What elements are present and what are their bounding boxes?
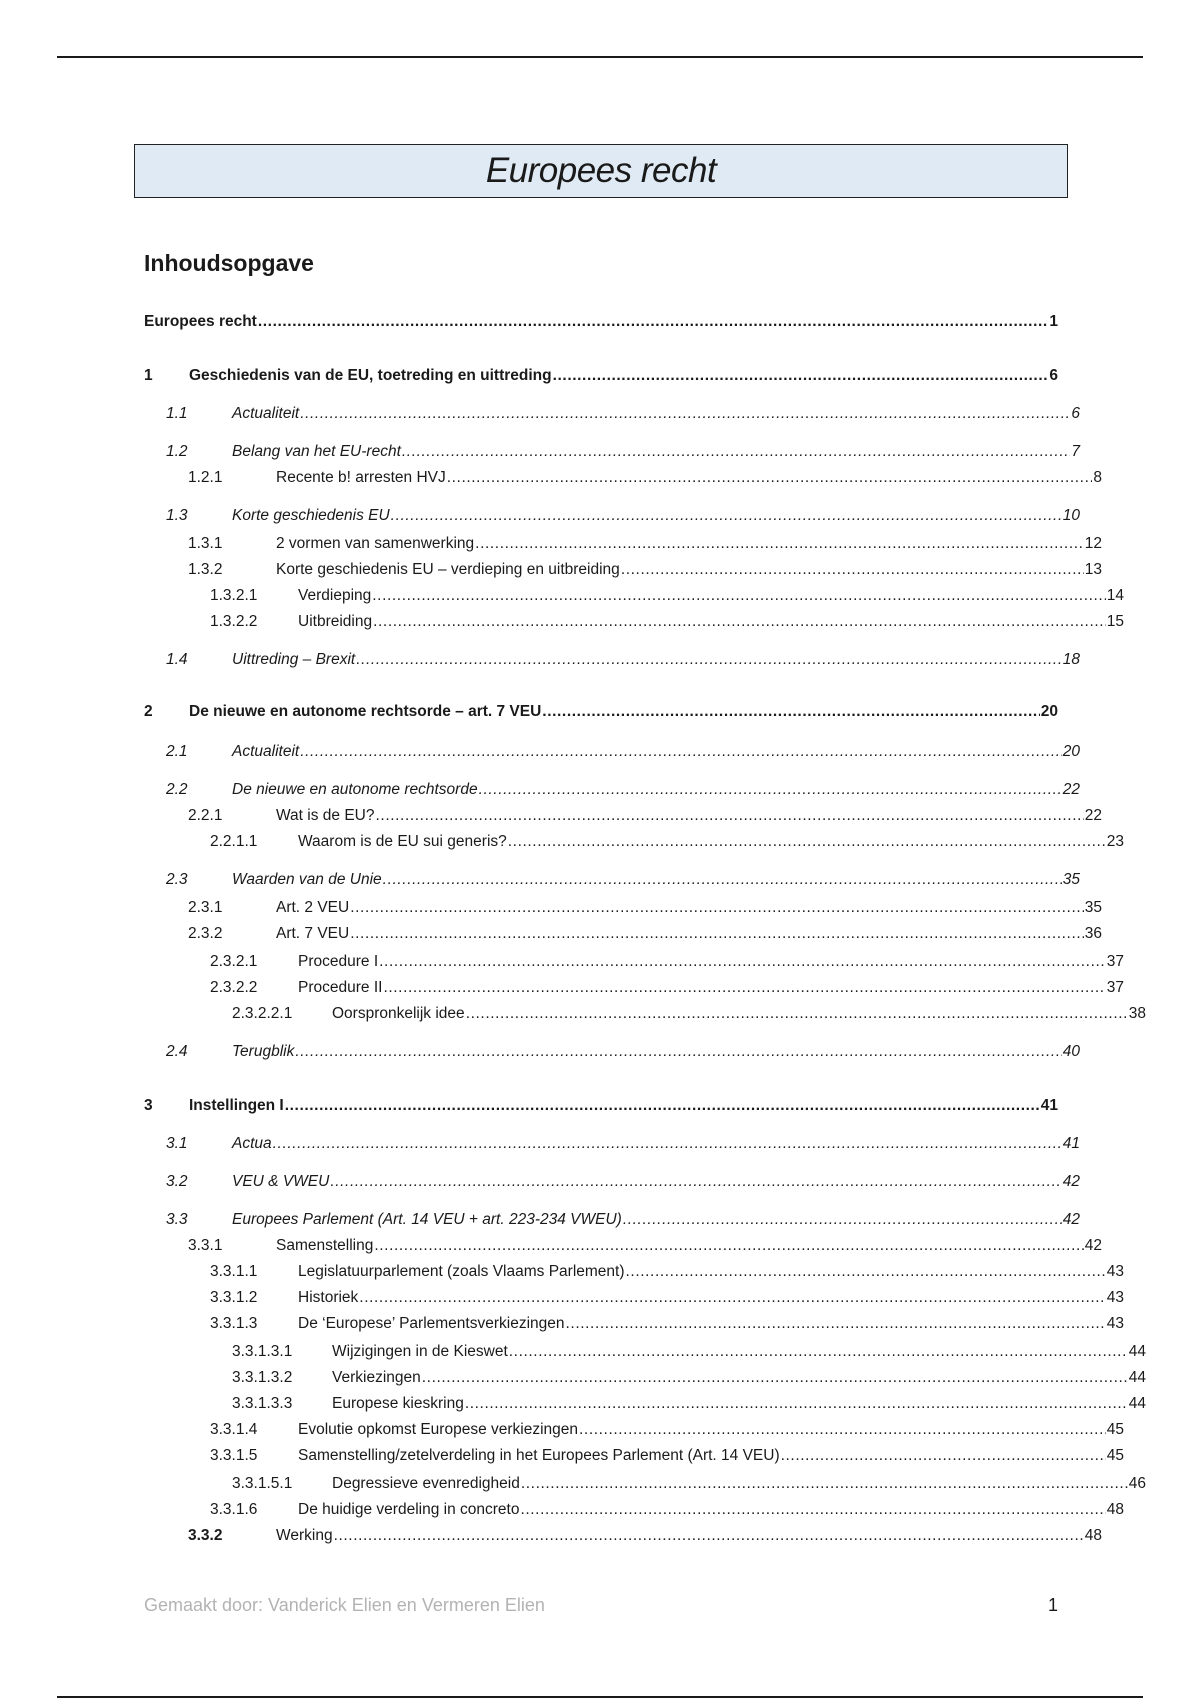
toc-entry-number: 2.4 (166, 1043, 188, 1060)
toc-entry-number: 2.1 (166, 743, 188, 760)
toc-leader-dots (621, 558, 1084, 582)
toc-leader-dots (391, 504, 1062, 528)
toc-entry-title: Europees recht (144, 313, 257, 330)
toc-entry-title: De nieuwe en autonome rechtsorde – art. 7 VEU (189, 703, 542, 720)
toc-entry-title: Geschiedenis van de EU, toetreding en uittreding (189, 367, 552, 384)
toc-entry-number: 3.3.1.4 (210, 1421, 258, 1438)
toc-entry[interactable] (144, 778, 1080, 802)
toc-entry[interactable] (144, 1472, 1146, 1496)
toc-entry-page: 15 (1106, 613, 1124, 630)
toc-entry-title: Degressieve evenredigheid (332, 1475, 520, 1492)
footer-page-number: 1 (1047, 1595, 1058, 1615)
toc-entry-page: 7 (1071, 443, 1080, 460)
document-title-box (134, 144, 1068, 198)
toc-leader-dots (466, 1002, 1128, 1026)
toc-leader-dots (356, 648, 1062, 672)
toc-leader-dots (334, 1524, 1084, 1548)
toc-entry[interactable] (144, 610, 1124, 634)
bottom-rule (57, 1696, 1143, 1698)
toc-entry-page: 45 (1106, 1447, 1124, 1464)
toc-leader-dots (623, 1208, 1062, 1232)
toc-entry-number: 1.4 (166, 651, 188, 668)
toc-entry[interactable] (144, 648, 1080, 672)
toc-leader-dots (781, 1444, 1106, 1468)
toc-entry-title: De huidige verdeling in concreto (298, 1501, 520, 1518)
toc-entry[interactable] (144, 1286, 1124, 1310)
toc-entry[interactable] (144, 310, 1058, 334)
toc-entry-title: De nieuwe en autonome rechtsorde (232, 781, 478, 798)
toc-entry[interactable] (144, 364, 1058, 388)
toc-entry-page: 41 (1040, 1097, 1058, 1114)
toc-entry-number: 1.1 (166, 405, 188, 422)
toc-entry-title: De ‘Europese’ Parlementsverkiezingen (298, 1315, 565, 1332)
toc-entry-page: 35 (1062, 871, 1080, 888)
toc-entry-number: 3 (144, 1097, 153, 1114)
toc-entry[interactable] (144, 1170, 1080, 1194)
toc-entry[interactable] (144, 1498, 1124, 1522)
toc-entry-title: Wijzigingen in de Kieswet (332, 1343, 508, 1360)
toc-entry-page: 43 (1106, 1289, 1124, 1306)
toc-entry-number: 3.2 (166, 1173, 188, 1190)
toc-heading: Inhoudsopgave (144, 250, 314, 276)
toc-leader-dots (521, 1472, 1128, 1496)
toc-leader-dots (285, 1094, 1040, 1118)
toc-entry-number: 2 (144, 703, 153, 720)
toc-entry[interactable] (144, 1444, 1124, 1468)
toc-entry-page: 44 (1128, 1395, 1146, 1412)
toc-leader-dots (300, 740, 1062, 764)
toc-entry-page: 42 (1062, 1211, 1080, 1228)
toc-entry[interactable] (144, 584, 1124, 608)
toc-entry-title: Waarom is de EU sui generis? (298, 833, 507, 850)
toc-entry-title: Oorspronkelijk idee (332, 1005, 465, 1022)
toc-entry-number: 2.2.1.1 (210, 833, 258, 850)
toc-entry[interactable] (144, 1208, 1080, 1232)
toc-entry-page: 12 (1084, 535, 1102, 552)
toc-entry-number: 3.3.1.5 (210, 1447, 258, 1464)
toc-leader-dots (383, 868, 1062, 892)
toc-entry[interactable] (144, 1094, 1058, 1118)
toc-leader-dots (626, 1260, 1106, 1284)
toc-entry[interactable] (144, 1040, 1080, 1064)
toc-entry-number: 1 (144, 367, 153, 384)
toc-entry-title: Korte geschiedenis EU (232, 507, 390, 524)
toc-leader-dots (350, 896, 1084, 920)
toc-entry[interactable] (144, 740, 1080, 764)
toc-leader-dots (379, 950, 1106, 974)
toc-entry-title: Actua (232, 1135, 272, 1152)
toc-leader-dots (475, 532, 1084, 556)
toc-leader-dots (508, 830, 1106, 854)
toc-leader-dots (258, 310, 1049, 334)
toc-entry-number: 1.2 (166, 443, 188, 460)
toc-entry-title: Verkiezingen (332, 1369, 421, 1386)
toc-entry-page: 18 (1062, 651, 1080, 668)
toc-entry-page: 6 (1071, 405, 1080, 422)
toc-entry-title: Procedure I (298, 953, 379, 970)
toc-entry-page: 38 (1128, 1005, 1146, 1022)
toc-entry[interactable] (144, 466, 1102, 490)
toc-entry-title: 2 vormen van samenwerking (276, 535, 475, 552)
toc-entry-page: 1 (1049, 313, 1058, 330)
toc-entry-page: 43 (1106, 1315, 1124, 1332)
toc-entry-number: 3.3 (166, 1211, 188, 1228)
toc-leader-dots (295, 1040, 1061, 1064)
toc-entry[interactable] (144, 1132, 1080, 1156)
toc-entry-number: 3.1 (166, 1135, 188, 1152)
toc-leader-dots (566, 1312, 1106, 1336)
toc-entry-number: 3.3.1.3.2 (232, 1369, 293, 1386)
toc-entry-number: 2.3.1 (188, 899, 223, 916)
toc-entry-title: Europees Parlement (Art. 14 VEU + art. 223-234 VWEU) (232, 1211, 622, 1228)
toc-entry-number: 1.3 (166, 507, 188, 524)
toc-entry-page: 42 (1084, 1237, 1102, 1254)
toc-entry-page: 43 (1106, 1263, 1124, 1280)
toc-entry-number: 3.3.2 (188, 1527, 223, 1544)
toc-leader-dots (542, 700, 1039, 724)
toc-entry-title: Art. 2 VEU (276, 899, 350, 916)
toc-entry[interactable] (144, 950, 1124, 974)
toc-leader-dots (447, 466, 1093, 490)
toc-entry-title: Recente b! arresten HVJ (276, 469, 446, 486)
toc-entry-title: Legislatuurparlement (zoals Vlaams Parlement) (298, 1263, 625, 1280)
toc-entry-number: 2.3.2.2.1 (232, 1005, 293, 1022)
toc-entry[interactable] (144, 922, 1102, 946)
toc-leader-dots (520, 1498, 1105, 1522)
toc-entry[interactable] (144, 868, 1080, 892)
toc-entry[interactable] (144, 1524, 1102, 1548)
toc-entry[interactable] (144, 532, 1102, 556)
toc-entry-title: Samenstelling (276, 1237, 374, 1254)
toc-entry-title: VEU & VWEU (232, 1173, 330, 1190)
toc-entry-number: 3.3.1.6 (210, 1501, 258, 1518)
toc-entry-number: 2.3.2 (188, 925, 223, 942)
toc-entry-number: 3.3.1.1 (210, 1263, 258, 1280)
toc-entry-number: 1.2.1 (188, 469, 223, 486)
toc-entry-number: 3.3.1.3.3 (232, 1395, 293, 1412)
toc-leader-dots (376, 804, 1084, 828)
toc-entry[interactable] (144, 1366, 1146, 1390)
top-rule (57, 56, 1143, 58)
toc-entry[interactable] (144, 402, 1080, 426)
toc-entry-page: 23 (1106, 833, 1124, 850)
toc-entry-title: Verdieping (298, 587, 372, 604)
toc-entry-number: 2.2 (166, 781, 188, 798)
toc-entry-page: 36 (1084, 925, 1102, 942)
toc-entry-number: 1.3.2.2 (210, 613, 258, 630)
toc-entry[interactable] (144, 1234, 1102, 1258)
toc-entry-page: 10 (1062, 507, 1080, 524)
toc-entry-title: Wat is de EU? (276, 807, 375, 824)
toc-leader-dots (273, 1132, 1062, 1156)
toc-entry-number: 3.3.1.3.1 (232, 1343, 293, 1360)
toc-entry-page: 42 (1062, 1173, 1080, 1190)
toc-entry[interactable] (144, 1002, 1146, 1026)
toc-leader-dots (509, 1340, 1128, 1364)
toc-entry-page: 8 (1093, 469, 1102, 486)
toc-entry-title: Europese kieskring (332, 1395, 464, 1412)
toc-entry[interactable] (144, 1260, 1124, 1284)
toc-entry-page: 22 (1062, 781, 1080, 798)
toc-entry[interactable] (144, 830, 1124, 854)
toc-entry-page: 46 (1128, 1475, 1146, 1492)
toc-entry-number: 2.3.2.2 (210, 979, 258, 996)
toc-entry[interactable] (144, 1392, 1146, 1416)
toc-entry-title: Historiek (298, 1289, 359, 1306)
toc-entry-title: Art. 7 VEU (276, 925, 350, 942)
toc-entry-title: Procedure II (298, 979, 383, 996)
toc-entry-page: 20 (1062, 743, 1080, 760)
toc-entry-title: Actualiteit (232, 405, 300, 422)
toc-entry-title: Uitbreiding (298, 613, 373, 630)
toc-entry-page: 48 (1106, 1501, 1124, 1518)
toc-entry[interactable] (144, 976, 1124, 1000)
toc-entry-number: 3.3.1.3 (210, 1315, 258, 1332)
toc-entry-page: 41 (1062, 1135, 1080, 1152)
toc-entry-title: Samenstelling/zetelverdeling in het Europees Parlement (Art. 14 VEU) (298, 1447, 780, 1464)
toc-leader-dots (465, 1392, 1128, 1416)
toc-leader-dots (330, 1170, 1061, 1194)
toc-entry-number: 1.3.2 (188, 561, 223, 578)
toc-leader-dots (553, 364, 1049, 388)
toc-entry-page: 40 (1062, 1043, 1080, 1060)
toc-entry-title: Belang van het EU-recht (232, 443, 401, 460)
toc-entry[interactable] (144, 1312, 1124, 1336)
toc-entry-number: 1.3.1 (188, 535, 223, 552)
toc-entry-title: Evolutie opkomst Europese verkiezingen (298, 1421, 579, 1438)
toc-entry[interactable] (144, 558, 1102, 582)
toc-leader-dots (374, 1234, 1083, 1258)
toc-entry[interactable] (144, 896, 1102, 920)
toc-leader-dots (402, 440, 1071, 464)
toc-entry-page: 44 (1128, 1369, 1146, 1386)
toc-entry-page: 14 (1106, 587, 1124, 604)
toc-entry-number: 2.3.2.1 (210, 953, 258, 970)
toc-entry-title: Korte geschiedenis EU – verdieping en uitbreiding (276, 561, 620, 578)
toc-leader-dots (579, 1418, 1106, 1442)
toc-entry-page: 48 (1084, 1527, 1102, 1544)
toc-entry-number: 3.3.1 (188, 1237, 223, 1254)
footer-author: Gemaakt door: Vanderick Elien en Vermeren Elien (144, 1595, 545, 1615)
toc-entry-title: Actualiteit (232, 743, 300, 760)
toc-leader-dots (479, 778, 1062, 802)
toc-entry-number: 1.3.2.1 (210, 587, 258, 604)
toc-leader-dots (422, 1366, 1128, 1390)
toc-entry-number: 3.3.1.2 (210, 1289, 258, 1306)
toc-entry-number: 3.3.1.5.1 (232, 1475, 293, 1492)
toc-entry-title: Instellingen I (189, 1097, 284, 1114)
toc-leader-dots (350, 922, 1084, 946)
toc-entry-title: Werking (276, 1527, 333, 1544)
toc-entry-page: 37 (1106, 979, 1124, 996)
toc-entry[interactable] (144, 804, 1102, 828)
toc-leader-dots (300, 402, 1070, 426)
toc-entry-page: 13 (1084, 561, 1102, 578)
toc-entry[interactable] (144, 1340, 1146, 1364)
document-title: Europees recht (485, 151, 717, 190)
toc-leader-dots (372, 584, 1105, 608)
toc-entry-page: 22 (1084, 807, 1102, 824)
toc-entry[interactable] (144, 700, 1058, 724)
toc-leader-dots (383, 976, 1105, 1000)
toc-entry-title: Waarden van de Unie (232, 871, 382, 888)
toc-entry-title: Uittreding – Brexit (232, 651, 356, 668)
toc-entry-number: 2.3 (166, 871, 188, 888)
toc-entry-page: 35 (1084, 899, 1102, 916)
toc-leader-dots (373, 610, 1106, 634)
toc-entry-page: 20 (1040, 703, 1058, 720)
toc-entry[interactable] (144, 440, 1080, 464)
toc-entry-page: 37 (1106, 953, 1124, 970)
toc-entry[interactable] (144, 1418, 1124, 1442)
toc-entry-number: 2.2.1 (188, 807, 223, 824)
toc-entry-page: 45 (1106, 1421, 1124, 1438)
toc-leader-dots (359, 1286, 1105, 1310)
toc-entry-title: Terugblik (232, 1043, 295, 1060)
toc-entry[interactable] (144, 504, 1080, 528)
toc-entry-page: 6 (1049, 367, 1058, 384)
toc-entry-page: 44 (1128, 1343, 1146, 1360)
